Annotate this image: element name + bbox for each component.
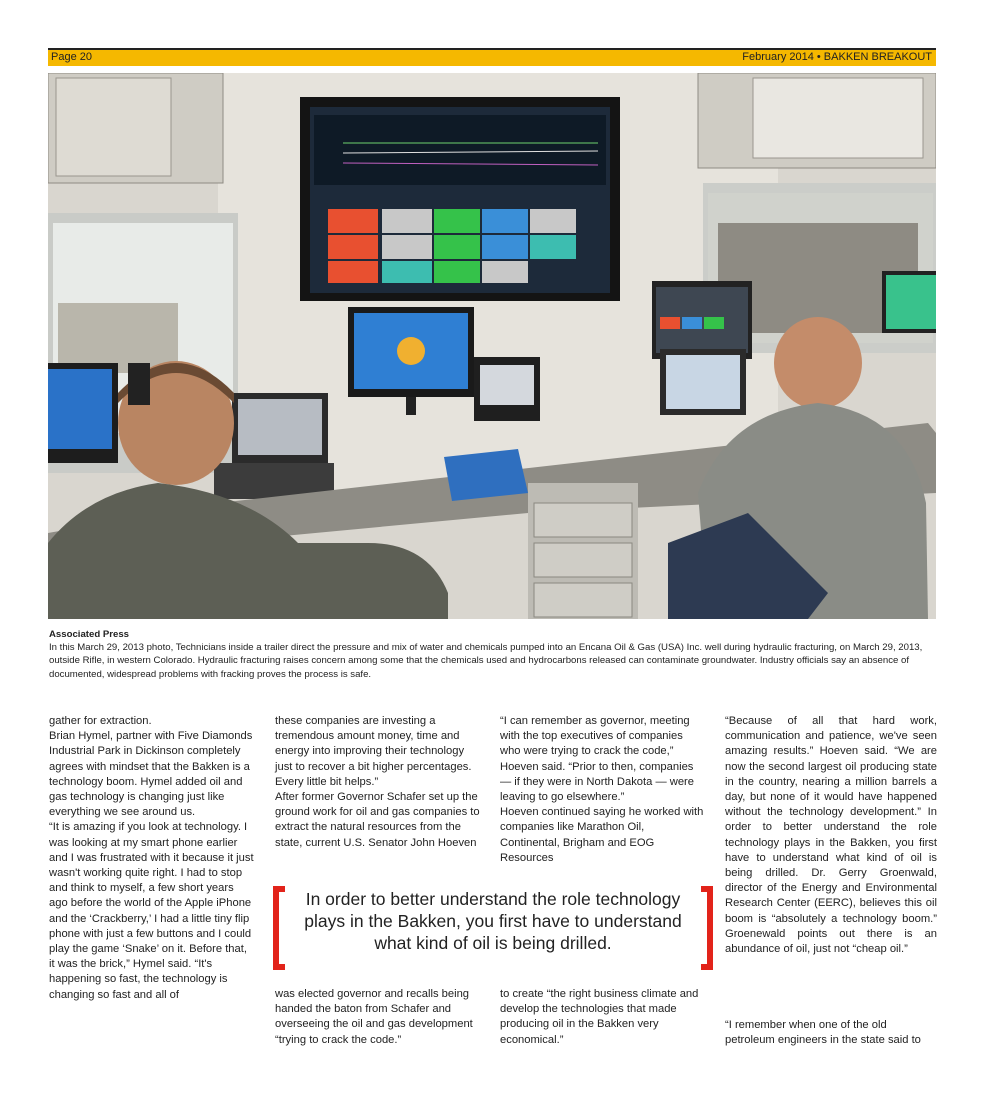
article-column-3-top xyxy=(500,714,706,866)
paragraph: these companies are investing a tremendous amount money, time and energy into improving their technology just to recover a bit higher percentages. Every little bit helps.” xyxy=(275,715,472,788)
pull-quote xyxy=(273,884,713,972)
paragraph: Brian Hymel, partner with Five Diamonds Industrial Park in Dickinson completely agrees with mindset that the Bakken is a technology boom. Hymel added oil and gas technology is changing just like everything we see around us. xyxy=(49,730,253,819)
page-number: Page 20 xyxy=(51,51,92,63)
article-column-2-top xyxy=(275,714,480,851)
pull-quote-text: In order to better understand the role technology plays in the Bakken, you first have to understand what kind of oil is being drilled. xyxy=(304,889,682,953)
caption-text: In this March 29, 2013 photo, Technicians inside a trailer direct the pressure and mix of water and chemicals pumped into an Encana Oil & Gas (USA) Inc. well during hydraulic fracturing, on March 29, 2013, outside Rifle, in western Colorado. Hydraulic fracturing raises concern among some that the chemicals used and hydrocarbons released can contaminate groundwater. Industry officials say an absence of documented, widespread problems with fracking proves the process is safe. xyxy=(49,642,923,680)
article-column-4-top xyxy=(725,714,937,957)
paragraph: “I remember when one of the old petroleum engineers in the state said to xyxy=(725,1019,921,1047)
article-column-1 xyxy=(49,714,255,1003)
paragraph: “I can remember as governor, meeting with the top executives of companies who were trying to crack the code,” Hoeven said. “Prior to then, companies — if they were in North Dakota — were leaving to go elsewhere.” xyxy=(500,715,694,804)
article-column-3-bottom xyxy=(500,987,706,1048)
paragraph: gather for extraction. xyxy=(49,715,152,727)
left-bracket xyxy=(273,886,285,970)
paragraph: “Because of all that hard work, communication and patience, we've seen amazing results.” Hoeven said. “We are now the second largest oil producing state in the country, nearing a million barrels a day, but none of it would have happened without the technology development.” In order to better understand the role technology plays in the Bakken, you first have to understand what kind of oil is being drilled. Dr. Gerry Groenwald, director of the Energy and Environmental Research Center (EERC), believes this oil boom is “absolutely a technology boom.” Groenewald points out there is an abundance of oil, just not “cheap oil.” xyxy=(725,715,937,956)
right-bracket xyxy=(701,886,713,970)
issue-title: February 2014 • BAKKEN BREAKOUT xyxy=(742,51,932,63)
news-photo xyxy=(48,73,936,619)
paragraph: to create “the right business climate and develop the technologies that made producing oil in the Bakken very economical.” xyxy=(500,988,699,1046)
paragraph: Hoeven continued saying he worked with companies like Marathon Oil, Continental, Brigham and EOG Resources xyxy=(500,806,704,864)
article-column-2-bottom xyxy=(275,987,480,1048)
page-header xyxy=(48,48,936,66)
paragraph: After former Governor Schafer set up the ground work for oil and gas companies to extract the natural resources from the state, current U.S. Senator John Hoeven xyxy=(275,791,480,849)
paragraph: “It is amazing if you look at technology. I was looking at my smart phone earlier and I was frustrated with it because it just wasn't working quite right. I had to stop and think to myself, a few short years ago before the world of the Apple iPhone and the ‘Crackberry,’ I had a little tiny flip phone with just a few buttons and I could play the game ‘Snake’ on it. Before that, it was the brick,” Hymel said. “It's happening so fast, the technology is changing so fast and all of xyxy=(49,821,254,1001)
paragraph: was elected governor and recalls being handed the baton from Schafer and overseeing the oil and gas development “trying to crack the code.” xyxy=(275,988,473,1046)
photo-caption xyxy=(49,628,929,681)
photo-credit: Associated Press xyxy=(49,629,129,640)
article-column-4-bottom xyxy=(725,1018,937,1048)
